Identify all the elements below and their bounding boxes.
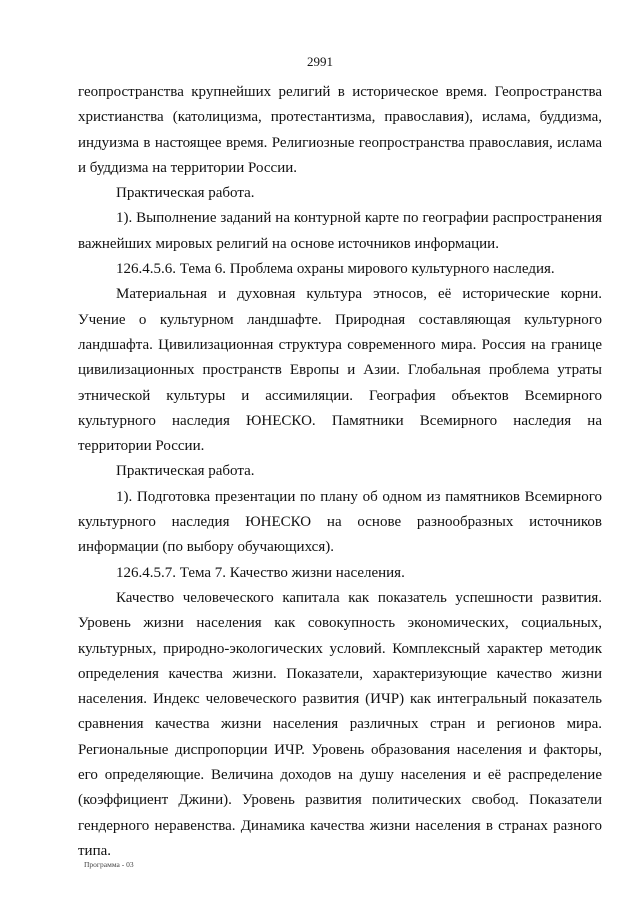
paragraph-topic-7-heading: 126.4.5.7. Тема 7. Качество жизни населения.: [116, 564, 405, 581]
page-number: 2991: [307, 54, 333, 69]
paragraph-religions-continuation: геопространства крупнейших религий в историческое время. Геопространства христианства (католицизма, протестантизма, православия), ислама, буддизма, индуизма в настоящее время. Религиозные геопространства православия, ислама и буддизма на территории России.: [78, 84, 602, 176]
paragraph-practical-task-map: 1). Выполнение заданий на контурной карте по географии распространения важнейших мировых религий на основе источников информации.: [78, 210, 602, 252]
footer-label: Программа - 03: [84, 860, 134, 869]
paragraph-topic-6-heading: 126.4.5.6. Тема 6. Проблема охраны мирового культурного наследия.: [116, 261, 555, 278]
paragraph-practical-task-presentation: 1). Подготовка презентации по плану об одном из памятников Всемирного культурного наследия ЮНЕСКО на основе разнообразных источников информации (по выбору обучающихся).: [78, 488, 602, 556]
paragraph-topic-6-content: Материальная и духовная культура этносов, её исторические корни. Учение о культурном ландшафте. Природная составляющая культурного ландшафта. Цивилизационная структура современного мира. Россия на границе цивилизационных пространств Европы и Азии. Глобальная проблема утраты этнической культуры и ассимиляции. География объектов Всемирного культурного наследия ЮНЕСКО. Памятники Всемирного наследия на территории России.: [78, 286, 602, 455]
document-body: [78, 80, 602, 864]
paragraph-practical-work-heading-2: Практическая работа.: [116, 463, 255, 480]
paragraph-practical-work-heading: Практическая работа.: [116, 185, 255, 202]
paragraph-topic-7-content: Качество человеческого капитала как показатель успешности развития. Уровень жизни населения как совокупность экономических, социальных, культурных, природно-экологических условий. Комплексный характер методик определения качества жизни. Показатели, характеризующие качество жизни населения. Индекс человеческого развития (ИЧР) как интегральный показатель сравнения качества жизни населения различных стран и регионов мира. Региональные диспропорции ИЧР. Уровень образования населения и факторы, его определяющие. Величина доходов на душу населения и её распределение (коэффициент Джини). Уровень развития политических свобод. Показатели гендерного неравенства. Динамика качества жизни населения в странах разного типа.: [78, 589, 602, 859]
